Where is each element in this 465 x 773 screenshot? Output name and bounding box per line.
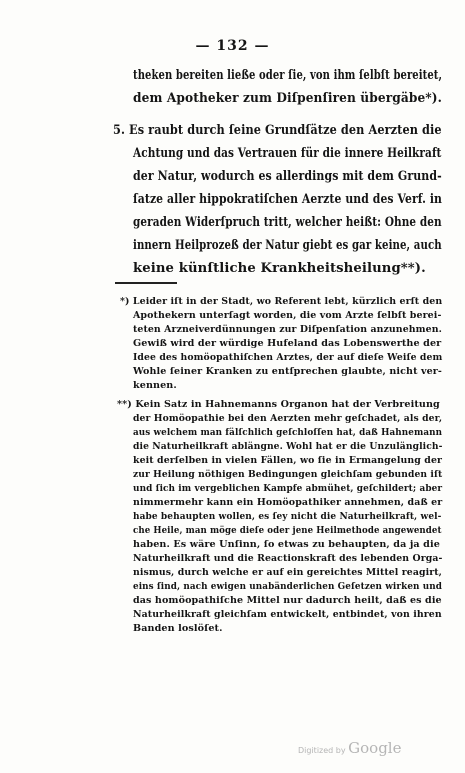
footnote-line: Wohle ſeiner Kranken zu entſprechen glaubte, nicht ver- <box>133 366 442 377</box>
footnote-line: nismus, durch welche er auf ein gereichtes Mittel reagirt, <box>133 567 442 578</box>
watermark-small-text: Digitized by <box>298 746 346 755</box>
footnote-line: kennen. <box>133 380 177 391</box>
text-line: innern Heilprozeß der Natur giebt es gar keine, auch <box>133 238 442 253</box>
footnote-line: keit derſelben in vielen Fällen, wo ſie in Ermangelung der <box>133 455 443 466</box>
text-line: dem Apotheker zum Diſpenſiren übergäbe*). <box>133 91 442 106</box>
footnote-divider <box>115 282 177 284</box>
footnote-line: haben. Es wäre Unſinn, ſo etwas zu behaupten, da ja die <box>133 539 440 550</box>
text-line: ſatze aller hippokratiſchen Aerzte und des Verf. in <box>133 192 442 207</box>
text-line: 5. Es raubt durch ſeine Grundſätze den Aerzten die <box>113 123 442 138</box>
footnote-line: che Heile, man möge dieſe oder jene Heilmethode angewendet <box>133 525 442 536</box>
google-logo: Google <box>348 739 402 757</box>
text-line: geraden Widerſpruch tritt, welcher heißt: Ohne den <box>133 215 442 230</box>
footnote-line: aus welchem man fälſchlich geſchloſſen hat, daß Hahnemann <box>133 427 443 438</box>
footnote-line: und ſich im vergeblichen Kampfe abmühet, geſchildert; aber <box>133 483 443 494</box>
digitized-watermark <box>298 739 401 757</box>
footnote-line: zur Heilung nöthigen Bedingungen gleichſam gebunden iſt <box>133 469 443 480</box>
footnote-line: Apothekern unterſagt worden, die vom Arzte ſelbſt berei- <box>133 310 442 321</box>
footnote-line: die Naturheilkraft ablängne. Wohl hat er die Unzulänglich- <box>133 441 443 452</box>
footnote-line: das homöopathiſche Mittel nur dadurch heilt, daß es die <box>133 595 442 606</box>
footnote-line: der Homöopathie bei den Aerzten mehr geſchadet, als der, <box>133 413 443 424</box>
footnote-line: nimmermehr kann ein Homöopathiker annehmen, daß er <box>133 497 443 508</box>
footnote-line: Naturheilkraft und die Reactionskraft des lebenden Orga- <box>133 553 443 564</box>
text-line: theken bereiten ließe oder ſie, von ihm ſelbſt bereitet, <box>133 68 443 83</box>
footnote-line: Banden loslöſet. <box>133 623 223 634</box>
footnote-line: habe behaupten wollen, es ſey nicht die Naturheilkraft, wel- <box>133 511 442 522</box>
page-number: — 132 — <box>195 38 270 54</box>
text-line: keine künſtliche Krankheitsheilung**). <box>133 261 426 276</box>
text-line: der Natur, wodurch es allerdings mit dem Grund- <box>133 169 442 184</box>
footnote-line: **) Kein Satz in Hahnemanns Organon hat der Verbreitung <box>117 399 440 410</box>
text-line: Achtung und das Vertrauen für die innere Heilkraft <box>133 146 442 161</box>
footnote-line: Idee des homöopathiſchen Arztes, der auf dieſe Weiſe dem <box>133 352 443 363</box>
footnote-line: teten Arzneiverdünnungen zur Diſpenſation anzunehmen. <box>133 324 442 335</box>
footnote-line: Naturheilkraft gleichſam entwickelt, entbindet, von ihren <box>133 609 442 620</box>
footnote-line: Gewiß wird der würdige Hufeland das Lobenswerthe der <box>133 338 442 349</box>
footnote-line: eins ſind, nach ewigen unabänderlichen Geſetzen wirken und <box>133 581 442 592</box>
footnote-line: *) Leider iſt in der Stadt, wo Referent lebt, kürzlich erſt den <box>120 296 443 307</box>
